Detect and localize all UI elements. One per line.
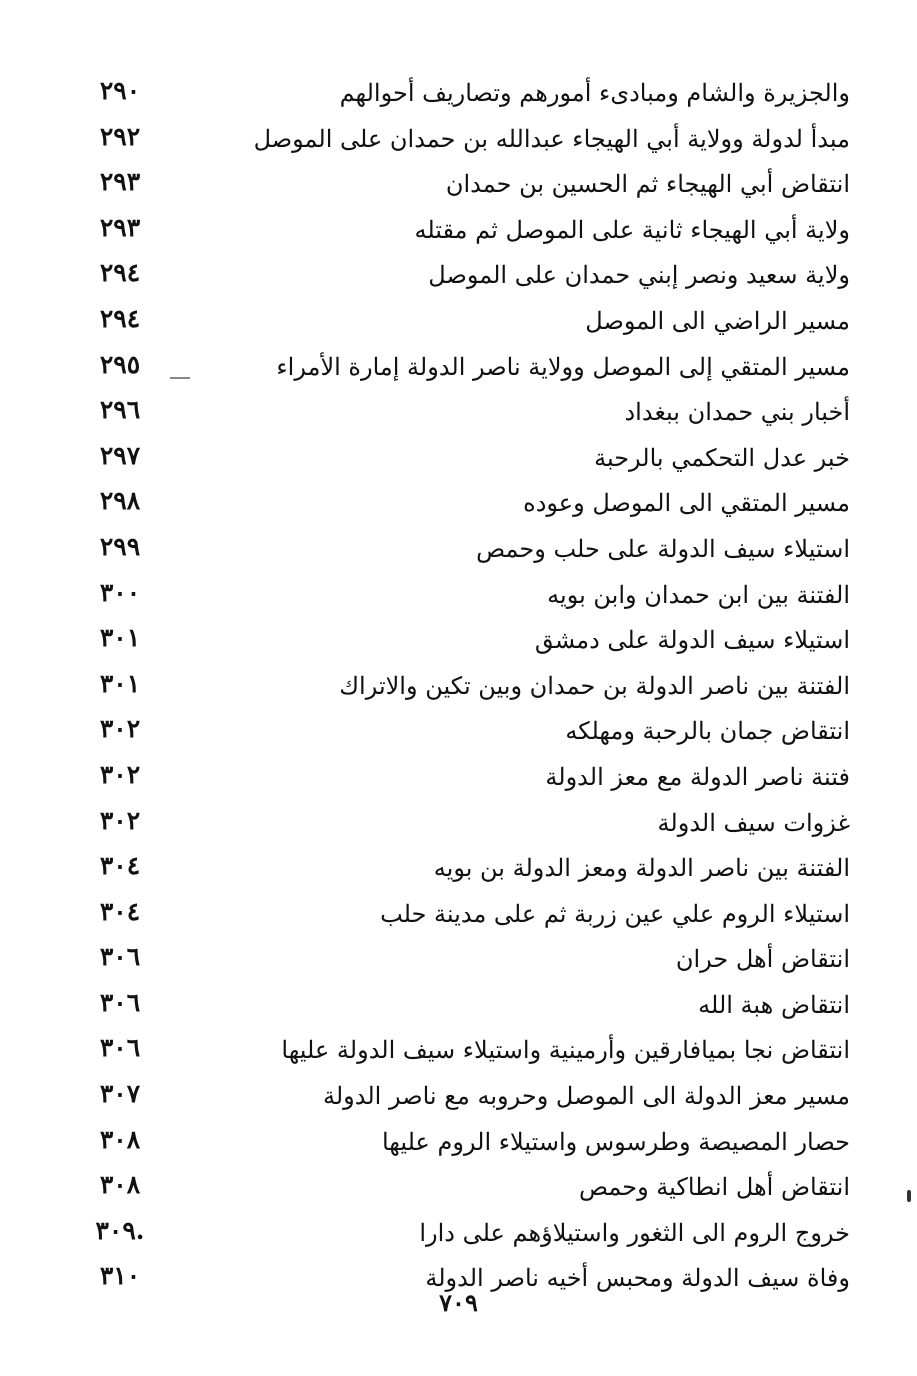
toc-entry-title: مسير المتقي إلى الموصل وولاية ناصر الدولة إمارة الأمراء <box>276 352 850 381</box>
toc-entry-page: ٢٩٩ <box>99 531 141 561</box>
toc-entry-title: انتقاض أبي الهيجاء ثم الحسين بن حمدان <box>445 170 850 199</box>
toc-entry <box>60 1121 850 1167</box>
toc-entry-title: انتقاض جمان بالرحبة ومهلكه <box>565 717 850 746</box>
toc-entry <box>60 847 850 893</box>
toc-entry <box>60 209 850 255</box>
toc-entry <box>60 346 850 392</box>
toc-entry <box>60 300 850 346</box>
toc-entry-page: ٣٠٢ <box>99 714 141 744</box>
toc-entry-title: انتقاض أهل حران <box>675 945 850 974</box>
toc-entry-title: انتقاض هبة الله <box>698 990 850 1019</box>
toc-entry-page: ٣٠٦ <box>99 987 141 1017</box>
toc-entry-page: ٢٩٢ <box>99 121 141 151</box>
toc-entry-page: ٢٩٨ <box>99 486 141 516</box>
toc-entry-title: استيلاء سيف الدولة على حلب وحمص <box>476 534 850 563</box>
toc-entry <box>60 437 850 483</box>
toc-entry <box>60 72 850 118</box>
toc-entry <box>60 1075 850 1121</box>
toc-entry-title: وفاة سيف الدولة ومحبس أخيه ناصر الدولة <box>425 1264 850 1293</box>
toc-entry-page: ٣١٠ <box>99 1261 141 1291</box>
toc-entry-title: مسير المتقي الى الموصل وعوده <box>523 489 850 518</box>
toc-entry-title: ولاية أبي الهيجاء ثانية على الموصل ثم مقتله <box>414 215 850 244</box>
toc-entry <box>60 756 850 802</box>
table-of-contents <box>60 72 850 1303</box>
toc-entry <box>60 391 850 437</box>
toc-entry <box>60 984 850 1030</box>
toc-entry-title: فتنة ناصر الدولة مع معز الدولة <box>545 762 850 791</box>
toc-entry-page: ٣٠٩. <box>95 1215 145 1245</box>
toc-entry <box>60 482 850 528</box>
toc-entry-page: ٣٠١ <box>99 623 141 653</box>
toc-entry-page: ٢٩٥ <box>99 349 141 379</box>
toc-entry-title: غزوات سيف الدولة <box>657 808 850 837</box>
toc-entry-page: ٢٩٤ <box>99 258 141 288</box>
toc-entry-title: انتقاض أهل انطاكية وحمص <box>578 1173 850 1202</box>
toc-entry-title: الفتنة بين ناصر الدولة ومعز الدولة بن بويه <box>433 854 850 883</box>
toc-entry-title: والجزيرة والشام ومبادىء أمورهم وتصاريف أحوالهم <box>339 79 850 107</box>
toc-entry-title: انتقاض نجا بميافارقين وأرمينية واستيلاء سيف الدولة عليها <box>281 1036 850 1065</box>
toc-entry-title: مبدأ لدولة وولاية أبي الهيجاء عبدالله بن حمدان على الموصل <box>253 124 850 153</box>
toc-entry <box>60 1212 850 1258</box>
toc-entry-title: خبر عدل التحكمي بالرحبة <box>594 443 850 472</box>
toc-entry <box>60 893 850 939</box>
toc-entry-page: ٣٠١ <box>99 668 141 698</box>
toc-entry-page: ٢٩٣ <box>99 167 141 197</box>
toc-entry-page: ٢٩٠ <box>99 76 141 105</box>
toc-entry <box>60 574 850 620</box>
toc-entry-title: ولاية سعيد ونصر إبني حمدان على الموصل <box>428 261 850 290</box>
toc-entry-page: ٣٠٨ <box>99 1124 141 1154</box>
toc-entry-page: ٣٠٧ <box>99 1079 141 1109</box>
toc-entry-page: ٣٠٢ <box>99 805 141 835</box>
toc-entry-title: مسير الراضي الى الموصل <box>585 306 850 335</box>
toc-entry-title: مسير معز الدولة الى الموصل وحروبه مع ناصر الدولة <box>323 1082 850 1111</box>
toc-entry <box>60 1029 850 1075</box>
toc-entry <box>60 802 850 848</box>
toc-entry-title: استيلاء سيف الدولة على دمشق <box>534 626 850 655</box>
toc-entry-page: ٣٠٦ <box>99 1033 141 1063</box>
toc-entry <box>60 710 850 756</box>
toc-entry-page: ٣٠٠ <box>99 577 141 607</box>
toc-entry-page: ٢٩٧ <box>99 440 141 470</box>
toc-entry-page: ٣٠٤ <box>99 851 141 881</box>
toc-entry-title: استيلاء الروم علي عين زربة ثم على مدينة حلب <box>380 899 850 928</box>
toc-entry <box>60 118 850 164</box>
toc-entry <box>60 528 850 574</box>
toc-entry <box>60 619 850 665</box>
toc-entry-page: ٢٩٤ <box>99 303 141 333</box>
toc-entry-title: الفتنة بين ناصر الدولة بن حمدان وبين تكين والاتراك <box>339 671 850 700</box>
toc-entry-title: خروج الروم الى الثغور واستيلاؤهم على دارا <box>419 1218 850 1247</box>
toc-entry-page: ٣٠٨ <box>99 1170 141 1200</box>
toc-entry-title: الفتنة بين ابن حمدان وابن بويه <box>547 580 850 609</box>
toc-entry <box>60 254 850 300</box>
toc-entry <box>60 1166 850 1212</box>
toc-entry-title: حصار المصيصة وطرسوس واستيلاء الروم عليها <box>381 1127 850 1156</box>
toc-entry-page: ٣٠٢ <box>99 759 141 789</box>
toc-entry-page: ٢٩٣ <box>99 212 141 242</box>
toc-entry <box>60 665 850 711</box>
toc-entry <box>60 163 850 209</box>
toc-entry-page: ٢٩٦ <box>99 395 141 425</box>
toc-entry <box>60 938 850 984</box>
toc-entry-page: ٣٠٤ <box>99 896 141 926</box>
toc-entry-title: أخبار بني حمدان ببغداد <box>624 398 850 427</box>
scan-margin-mark <box>907 1190 911 1202</box>
toc-entry-page: ٣٠٦ <box>99 942 141 972</box>
page-number: ٧٠٩ <box>439 1288 478 1317</box>
